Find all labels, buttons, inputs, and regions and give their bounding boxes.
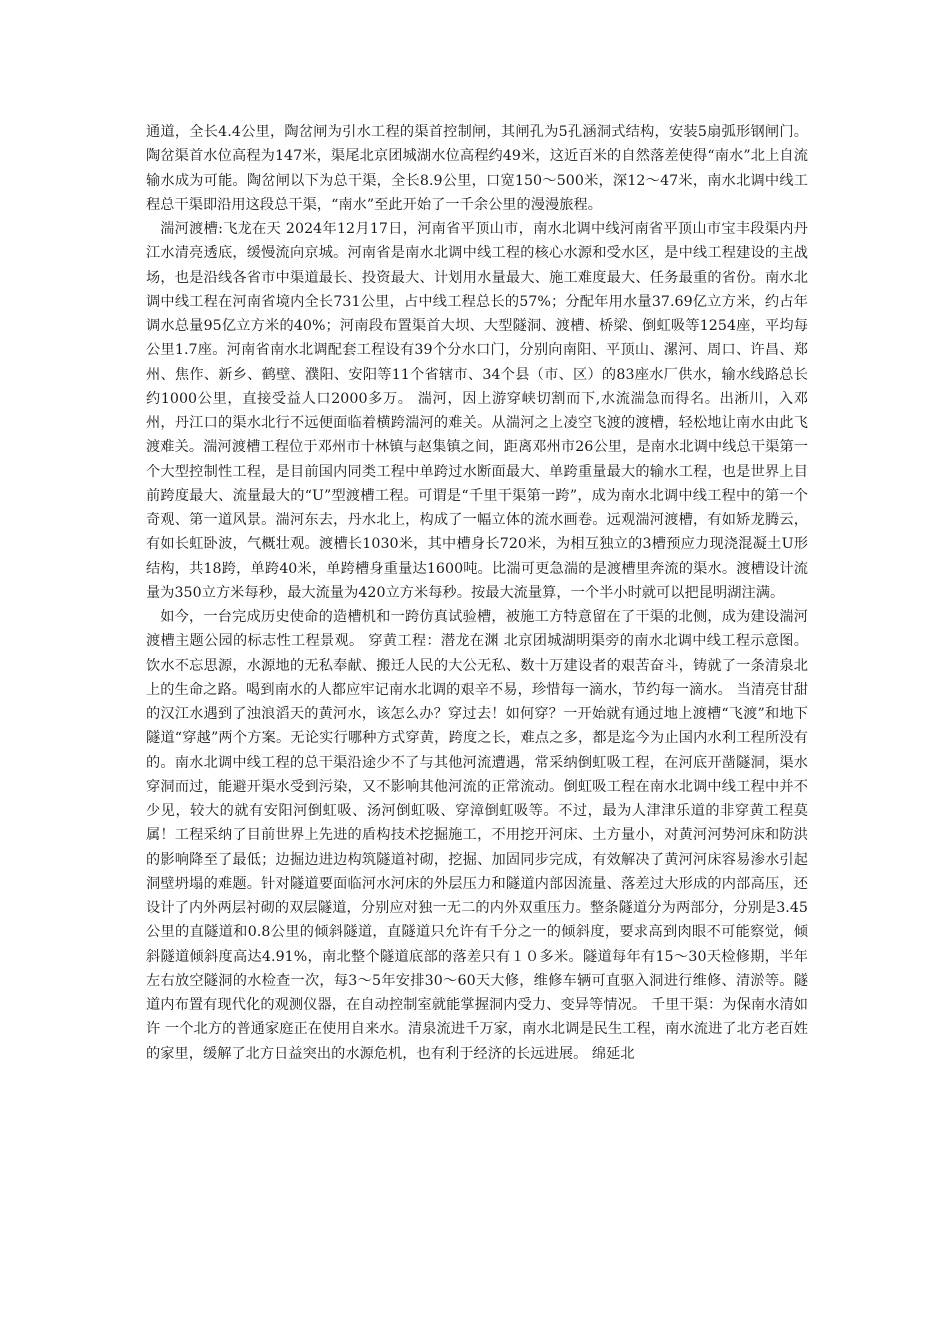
paragraph-2: 湍河渡槽:飞龙在天 2024年12月17日，河南省平顶山市，南水北调中线河南省平顶山市宝丰段渠内丹江水清亮透底，缓慢流向京城。河南省是南水北调中线工程的核心水源和受水区，是中线工程建设的主战场，也是沿线各省市中渠道最长、投资最大、计划用水量最大、施工难度最大、任务最重的省份。南水北调中线工程在河南省境内全长731公里，占中线工程总长的57%；分配年用水量37.69亿立方米，约占年调水总量95亿立方米的40%；河南段布置渠首大坝、大型隧洞、渡槽、桥梁、倒虹吸等1254座，平均每公里1.7座。河南省南水北调配套工程设有39个分水口门，分别向南阳、平顶山、漯河、周口、许昌、郑州、焦作、新乡、鹤壁、濮阳、安阳等11个省辖市、34个县（市、区）的83座水厂供水，输水线路总长约1000公里，直接受益人口2000多万。 湍河，因上游穿峡切割而下,水流湍急而得名。出淅川，入邓州，丹江口的渠水北行不远便面临着横跨湍河的难关。从湍河之上凌空飞渡的渡槽，轻松地让南水由此飞渡难关。湍河渡槽工程位于邓州市十林镇与赵集镇之间，距离邓州市26公里，是南水北调中线总干渠第一个大型控制性工程，是目前国内同类工程中单跨过水断面最大、单跨重量最大的输水工程，也是世界上目前跨度最大、流量最大的“U”型渡槽工程。可谓是“千里干渠第一跨”，成为南水北调中线工程中的第一个奇观、第一道风景。湍河东去，丹水北上，构成了一幅立体的流水画卷。远观湍河渡槽，有如矫龙腾云，有如长虹卧波，气概壮观。渡槽长1030米，其中槽身长720米，为相互独立的3槽预应力现浇混凝土U形结构，共18跨，单跨40米，单跨槽身重量达1600吨。比湍可更急湍的是渡槽里奔流的渠水。渡槽设计流量为350立方米每秒，最大流量为420立方米每秒。按最大流量算，一个半小时就可以把昆明湖注满。	[146, 221, 808, 601]
paragraph-1: 通道，全长4.4公里，陶岔闸为引水工程的渠首控制闸，其闸孔为5孔涵洞式结构，安装5扇弧形钢闸门。陶岔渠首水位高程为147米，渠尾北京团城湖水位高程约49米，这近百米的自然落差使得“南水”北上自流输水成为可能。陶岔闸以下为总干渠，全长8.9公里，口宽150～500米，深12～47米，南水北调中线工程总干渠即沿用这段总干渠，“南水”至此开始了一千余公里的漫漫旅程。	[146, 124, 808, 213]
document-body	[146, 120, 808, 1066]
paragraph-3: 如今，一台完成历史使命的造槽机和一跨仿真试验槽，被施工方特意留在了干渠的北侧，成为建设湍河渡槽主题公园的标志性工程景观。 穿黄工程：潜龙在渊 北京团城湖明渠旁的南水北调中线工程示意图。饮水不忘思源，水源地的无私奉献、搬迁人民的大公无私、数十万建设者的艰苦奋斗，铸就了一条清泉北上的生命之路。喝到南水的人都应牢记南水北调的艰辛不易，珍惜每一滴水，节约每一滴水。 当清亮甘甜的汉江水遇到了浊浪滔天的黄河水，该怎么办？穿过去！如何穿？一开始就有通过地上渡槽“飞渡”和地下隧道“穿越”两个方案。无论实行哪种方式穿黄，跨度之长，难点之多，都是迄今为止国内水利工程所没有的。南水北调中线工程的总干渠沿途少不了与其他河流遭遇，常采纳倒虹吸工程，在河底开凿隧洞，渠水穿洞而过，能避开渠水受到污染，又不影响其他河流的正常流动。倒虹吸工程在南水北调中线工程中并不少见，较大的就有安阳河倒虹吸、汤河倒虹吸、穿漳倒虹吸等。不过，最为人津津乐道的非穿黄工程莫属！工程采纳了目前世界上先进的盾构技术挖掘施工，不用挖开河床、土方量小，对黄河河势河床和防洪的影响降至了最低；边掘边进边构筑隧道衬砌，挖掘、加固同步完成，有效解决了黄河河床容易渗水引起洞壁坍塌的难题。针对隧道要面临河水河床的外层压力和隧道内部因流量、落差过大形成的内部高压，还设计了内外两层衬砌的双层隧道，分别应对独一无二的内外双重压力。整条隧道分为两部分，分别是3.45公里的直隧道和0.8公里的倾斜隧道，直隧道只允许有千分之一的倾斜度，要求高到肉眼不可能察觉，倾斜隧道倾斜度高达4.91%，南北整个隧道底部的落差只有１０多米。隧道每年有15～30天检修期，半年左右放空隧洞的水检查一次，每3～5年安排30～60天大修，维修车辆可直驱入洞进行维修、清淤等。隧道内布置有现代化的观测仪器，在自动控制室就能掌握洞内受力、变异等情况。 千里干渠：为保南水清如许 一个北方的普通家庭正在使用自来水。清泉流进千万家，南水北调是民生工程，南水流进了北方老百姓的家里，缓解了北方日益突出的水源危机，也有利于经济的长远进展。 绵延北	[146, 609, 808, 1062]
